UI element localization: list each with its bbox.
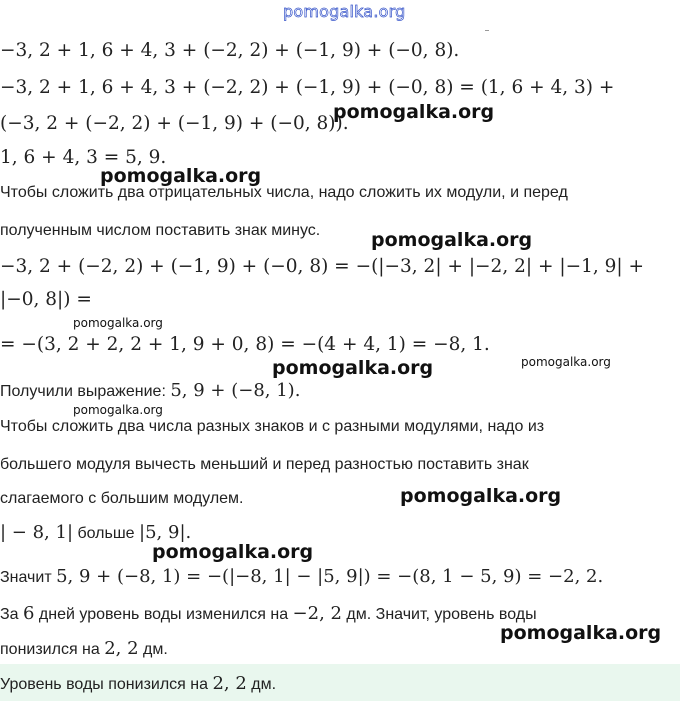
change-text-a: За bbox=[0, 606, 24, 623]
line-grouping: −3, 2 + 1, 6 + 4, 3 + (−2, 2) + (−1, 9) + (−0, 8) = (1, 6 + 4, 3) + bbox=[0, 77, 615, 98]
line-grouping-continued: (−3, 2 + (−2, 2) + (−1, 9) + (−0, 8)). bbox=[0, 113, 349, 134]
answer-unit: дм. bbox=[246, 676, 277, 693]
watermark: pomogalka.org bbox=[500, 622, 662, 644]
rule-negative-sum: Чтобы сложить два отрицательных числа, надо сложить их модули, и перед bbox=[0, 184, 568, 201]
rule-negative-sum-continued: полученным числом поставить знак минус. bbox=[0, 222, 321, 239]
line-negative-sum-continued: |−0, 8|) = bbox=[0, 289, 92, 310]
line-expression: −3, 2 + 1, 6 + 4, 3 + (−2, 2) + (−1, 9) + (−0, 8). bbox=[0, 40, 460, 61]
rule-different-signs-continued: большего модуля вычесть меньший и перед разностью поставить знак bbox=[0, 456, 529, 473]
change-days: 6 bbox=[23, 603, 35, 624]
rule-different-signs-end: слагаемого с большим модулем. bbox=[0, 490, 244, 507]
decrease-text-a: понизился на bbox=[0, 641, 105, 658]
line-change-statement bbox=[0, 603, 537, 624]
line-modulus-compare bbox=[0, 522, 191, 543]
change-value: −2, 2 bbox=[292, 603, 342, 624]
decrease-unit: дм. bbox=[138, 641, 168, 658]
watermark-top: pomogalka.org bbox=[283, 2, 406, 21]
decrease-value: 2, 2 bbox=[104, 638, 139, 659]
watermark: pomogalka.org bbox=[333, 101, 495, 123]
resulting-expression-label: Получили выражение: bbox=[0, 383, 171, 400]
line-resulting-expression bbox=[0, 380, 300, 401]
answer-text bbox=[0, 673, 276, 694]
watermark: pomogalka.org bbox=[521, 355, 611, 369]
final-calc-label: Значит bbox=[0, 569, 57, 586]
resulting-expression-math: 5, 9 + (−8, 1). bbox=[170, 380, 301, 401]
modulus-b: |5, 9|. bbox=[139, 522, 192, 543]
modulus-a: | − 8, 1| bbox=[0, 522, 74, 543]
line-positive-sum: 1, 6 + 4, 3 = 5, 9. bbox=[0, 147, 167, 168]
watermark: pomogalka.org bbox=[272, 357, 434, 379]
change-text-e: дм. Значит, уровень воды bbox=[341, 606, 537, 623]
change-text-c: дней уровень воды изменился на bbox=[34, 606, 293, 623]
watermark: pomogalka.org bbox=[73, 403, 163, 417]
compare-word: больше bbox=[73, 525, 140, 542]
divider-mark bbox=[485, 30, 489, 31]
final-calc-math: 5, 9 + (−8, 1) = −(|−8, 1| − |5, 9|) = −(8, 1 − 5, 9) = −2, 2. bbox=[56, 566, 604, 587]
watermark: pomogalka.org bbox=[100, 165, 262, 187]
watermark: pomogalka.org bbox=[400, 485, 562, 507]
answer-value: 2, 2 bbox=[212, 673, 247, 694]
answer-box bbox=[0, 664, 680, 701]
line-final-calc bbox=[0, 566, 603, 587]
line-negative-result: = −(3, 2 + 2, 2 + 1, 9 + 0, 8) = −(4 + 4, 1) = −8, 1. bbox=[0, 334, 490, 355]
watermark: pomogalka.org bbox=[371, 229, 533, 251]
watermark: pomogalka.org bbox=[73, 316, 163, 330]
line-negative-sum: −3, 2 + (−2, 2) + (−1, 9) + (−0, 8) = −(|−3, 2| + |−2, 2| + |−1, 9| + bbox=[0, 256, 644, 277]
answer-text-a: Уровень воды понизился на bbox=[0, 676, 213, 693]
rule-different-signs: Чтобы сложить два числа разных знаков и с разными модулями, надо из bbox=[0, 418, 545, 435]
watermark: pomogalka.org bbox=[152, 541, 314, 563]
line-decrease bbox=[0, 638, 168, 659]
